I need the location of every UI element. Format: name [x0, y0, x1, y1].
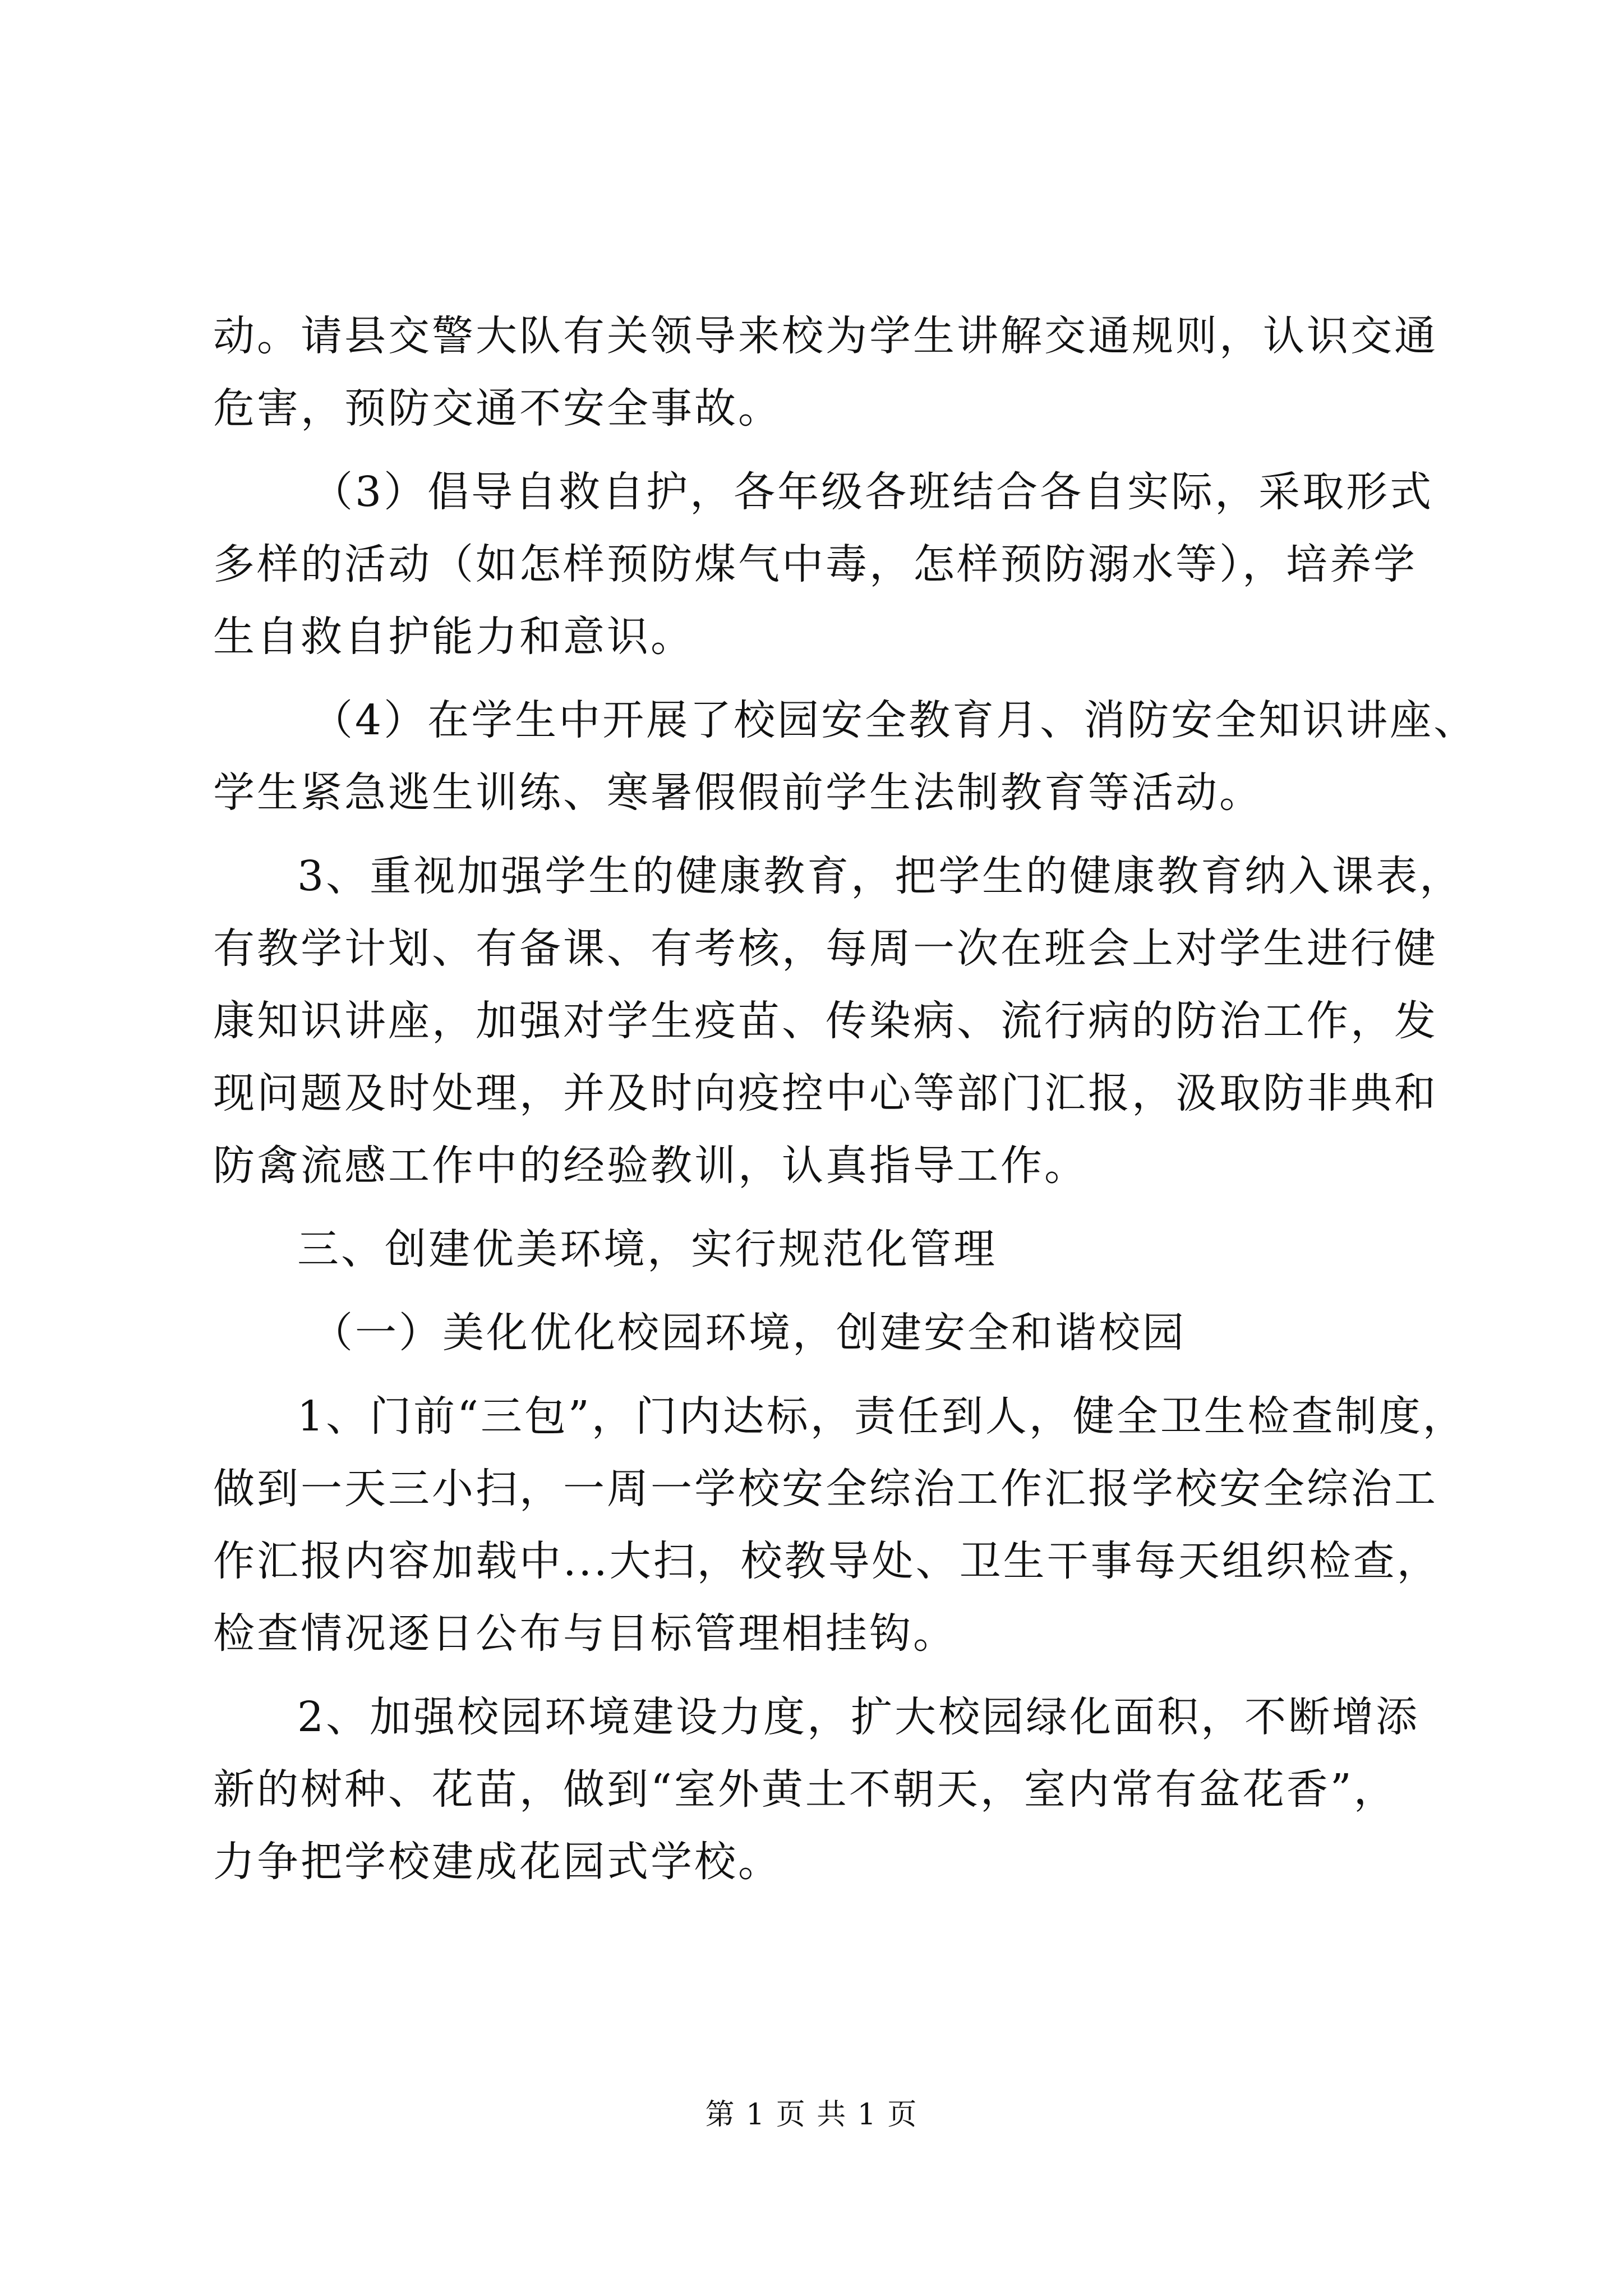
paragraph-gap [213, 829, 1413, 840]
paragraph [213, 1681, 1420, 1898]
text-line: 多样的活动（如怎样预防煤气中毒，怎样预防溺水等），培养学 [213, 540, 1417, 588]
text-line: 学生紧急逃生训练、寒暑假假前学生法制教育等活动。 [213, 769, 1263, 817]
document-body [213, 300, 1478, 1898]
paragraph-gap [213, 1286, 1413, 1297]
text-line: （一）美化优化校园环境，创建安全和谐校园 [311, 1309, 1186, 1357]
text-line: 现问题及时处理，并及时向疫控中心等部门汇报，汲取防非典和 [213, 1069, 1438, 1117]
text-line: 1、门前“三包”，门内达标，责任到人，健全卫生检查制度， [297, 1392, 1467, 1441]
paragraph [213, 1381, 1467, 1670]
paragraph-gap [213, 1202, 1413, 1213]
text-line: 生自救自护能力和意识。 [213, 613, 694, 661]
paragraph-gap [213, 1670, 1413, 1681]
text-line: 2、加强校园环境建设力度，扩大校园绿化面积，不断增添 [297, 1693, 1420, 1741]
paragraph [213, 684, 1478, 829]
text-line: 动。请县交警大队有关领导来校为学生讲解交通规则，认识交通 [213, 312, 1438, 360]
text-line: 有教学计划、有备课、有考核，每周一次在班会上对学生进行健 [213, 924, 1438, 973]
text-line: （3）倡导自救自护，各年级各班结合各自实际，采取形式 [311, 468, 1434, 516]
text-line: 新的树种、花苗，做到“室外黄土不朝天，室内常有盆花香”， [213, 1765, 1398, 1814]
page-footer: 第 1 页 共 1 页 [705, 2098, 918, 2132]
text-line: 力争把学校建成花园式学校。 [213, 1838, 782, 1886]
paragraph-gap [213, 1369, 1413, 1381]
text-line: 作汇报内容加载中...大扫，校教导处、卫生干事每天组织检查， [213, 1537, 1441, 1585]
text-line: 康知识讲座，加强对学生疫苗、传染病、流行病的防治工作，发 [213, 997, 1438, 1045]
paragraph [213, 840, 1464, 1202]
text-line: 危害，预防交通不安全事故。 [213, 384, 782, 432]
paragraph [213, 456, 1434, 673]
text-line: 3、重视加强学生的健康教育，把学生的健康教育纳入课表， [297, 852, 1464, 900]
paragraph-gap [213, 445, 1413, 456]
paragraph [213, 300, 1438, 445]
text-line: 检查情况逐日公布与目标管理相挂钩。 [213, 1609, 957, 1658]
paragraph [213, 1297, 1413, 1369]
text-line: （4）在学生中开展了校园安全教育月、消防安全知识讲座、 [311, 696, 1478, 744]
paragraph-gap [213, 673, 1413, 684]
text-line: 防禽流感工作中的经验教训，认真指导工作。 [213, 1142, 1088, 1190]
paragraph [213, 1213, 1413, 1286]
text-line: 做到一天三小扫，一周一学校安全综治工作汇报学校安全综治工 [213, 1465, 1438, 1513]
text-line: 三、创建优美环境，实行规范化管理 [297, 1225, 997, 1273]
